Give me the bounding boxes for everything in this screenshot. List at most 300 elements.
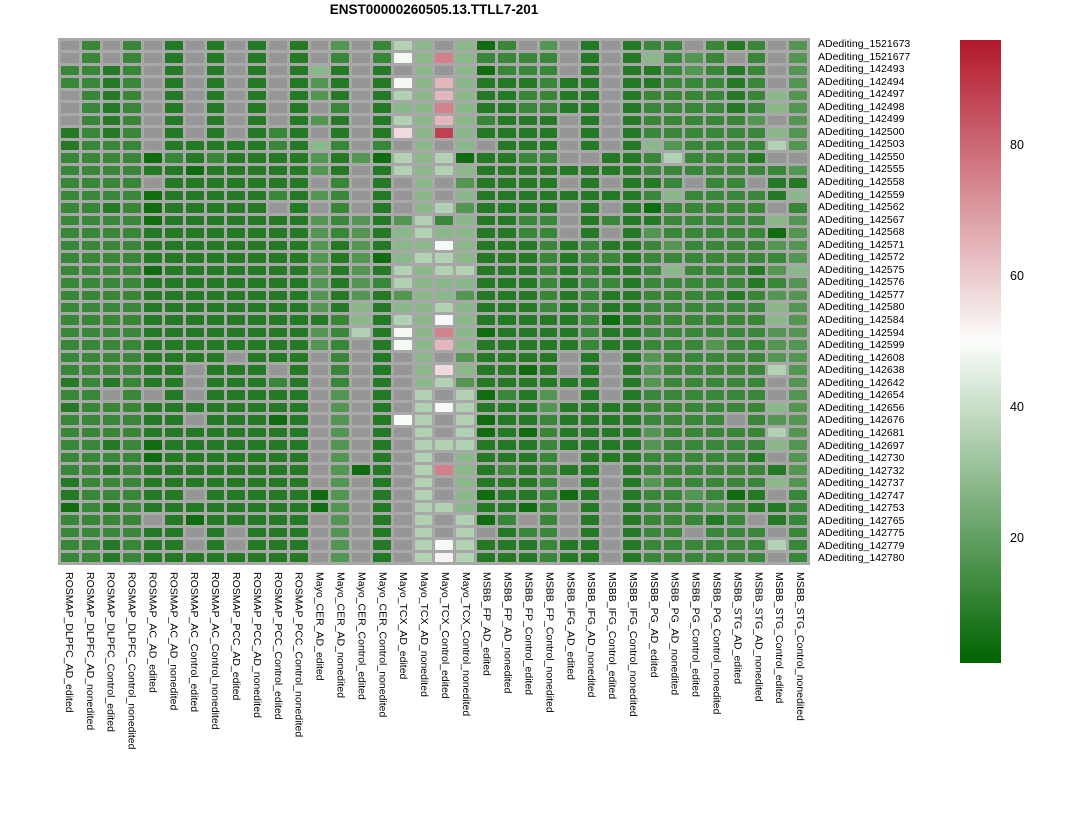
heatmap-cell [435,253,453,262]
heatmap-cell [227,203,245,212]
heatmap-cell [103,315,121,324]
heatmap-cell [685,253,703,262]
heatmap-cell [352,303,370,312]
heatmap-cell [61,266,79,275]
row-label: ADediting_142571 [818,238,905,251]
heatmap-cell [623,66,641,75]
heatmap-cell [103,266,121,275]
heatmap-cell [290,328,308,337]
heatmap-cell [519,440,537,449]
heatmap-cell [207,490,225,499]
heatmap-cell [311,465,329,474]
heatmap-cell [789,503,807,512]
heatmap-cell [123,103,141,112]
heatmap-cell [748,378,766,387]
heatmap-cell [61,116,79,125]
row-label: ADediting_142558 [818,176,905,189]
heatmap-cell [602,178,620,187]
heatmap-cell [165,528,183,537]
heatmap-cell [789,440,807,449]
heatmap-cell [311,540,329,549]
heatmap-cell [602,315,620,324]
heatmap-cell [207,428,225,437]
heatmap-cell [602,278,620,287]
heatmap-cell [623,553,641,562]
heatmap-cell [435,428,453,437]
heatmap-cell [706,428,724,437]
heatmap-cell [144,515,162,524]
heatmap-cell [144,153,162,162]
heatmap-cell [144,91,162,100]
heatmap-cell [394,241,412,250]
heatmap-cell [581,141,599,150]
heatmap-cell [415,178,433,187]
heatmap-cell [123,53,141,62]
heatmap-cell [331,303,349,312]
heatmap-cell [727,478,745,487]
heatmap-cell [789,178,807,187]
heatmap-cell [768,403,786,412]
heatmap-cell [435,78,453,87]
heatmap-cell [685,303,703,312]
heatmap-cell [477,253,495,262]
heatmap-cell [394,178,412,187]
heatmap-cell [269,78,287,87]
heatmap-cell [519,66,537,75]
heatmap-cell [664,553,682,562]
heatmap-cell [456,66,474,75]
heatmap-cell [540,278,558,287]
heatmap-cell [331,553,349,562]
heatmap-cell [227,228,245,237]
heatmap-cell [456,553,474,562]
heatmap-cell [498,428,516,437]
heatmap-cell [477,166,495,175]
heatmap-cell [227,403,245,412]
heatmap-cell [456,328,474,337]
heatmap-cell [664,540,682,549]
heatmap-cell [186,315,204,324]
heatmap-cell [706,178,724,187]
heatmap-cell [248,553,266,562]
heatmap-cell [331,365,349,374]
heatmap-cell [685,78,703,87]
heatmap-cell [623,515,641,524]
heatmap-cell [331,390,349,399]
heatmap-cell [644,78,662,87]
heatmap-cell [123,291,141,300]
heatmap-cell [498,365,516,374]
heatmap-cell [123,278,141,287]
heatmap-cell [207,528,225,537]
heatmap-cell [727,178,745,187]
heatmap-cell [269,278,287,287]
heatmap-cell [727,266,745,275]
heatmap-cell [394,490,412,499]
heatmap-cell [290,53,308,62]
heatmap-cell [664,303,682,312]
heatmap-cell [248,178,266,187]
heatmap-cell [61,478,79,487]
heatmap-cell [373,266,391,275]
heatmap-cell [123,390,141,399]
heatmap-cell [352,453,370,462]
heatmap-cell [727,78,745,87]
heatmap-cell [768,328,786,337]
heatmap-cell [207,390,225,399]
heatmap-cell [186,528,204,537]
heatmap-cell [290,78,308,87]
heatmap-cell [581,365,599,374]
heatmap-cell [581,390,599,399]
heatmap-cell [748,266,766,275]
heatmap-cell [581,490,599,499]
heatmap-cell [352,128,370,137]
heatmap-cell [789,303,807,312]
heatmap-cell [644,153,662,162]
heatmap-cell [331,540,349,549]
heatmap-cell [61,453,79,462]
heatmap-cell [581,403,599,412]
heatmap-cell [768,241,786,250]
heatmap-cell [664,141,682,150]
heatmap-cell [311,66,329,75]
heatmap-cell [768,41,786,50]
heatmap-cell [789,340,807,349]
heatmap-cell [623,440,641,449]
heatmap-cell [207,303,225,312]
heatmap-cell [581,53,599,62]
row-label: ADediting_142638 [818,364,905,377]
heatmap-cell [644,540,662,549]
heatmap-cell [727,503,745,512]
heatmap-cell [311,390,329,399]
heatmap-cell [498,315,516,324]
heatmap-cell [456,91,474,100]
heatmap-cell [644,378,662,387]
heatmap-cell [186,116,204,125]
heatmap-cell [456,315,474,324]
heatmap-cell [248,515,266,524]
heatmap-cell [123,503,141,512]
heatmap-cell [706,465,724,474]
heatmap-cell [394,415,412,424]
heatmap-cell [290,241,308,250]
heatmap-cell [560,128,578,137]
heatmap-cell [706,503,724,512]
heatmap-cell [331,328,349,337]
heatmap-cell [352,116,370,125]
heatmap-cell [207,540,225,549]
row-label: ADediting_142559 [818,188,905,201]
heatmap-cell [269,41,287,50]
heatmap-cell [435,153,453,162]
heatmap-cell [248,266,266,275]
heatmap-cell [394,53,412,62]
heatmap-cell [748,128,766,137]
heatmap-cell [727,91,745,100]
heatmap-cell [498,403,516,412]
heatmap-cell [623,291,641,300]
heatmap-cell [123,203,141,212]
heatmap-cell [269,153,287,162]
heatmap-cell [685,203,703,212]
heatmap-cell [394,515,412,524]
heatmap-cell [519,116,537,125]
heatmap-cell [477,66,495,75]
heatmap-cell [311,253,329,262]
heatmap-cell [519,553,537,562]
heatmap-cell [664,128,682,137]
heatmap-cell [227,440,245,449]
heatmap-cell [768,66,786,75]
row-label: ADediting_142779 [818,539,905,552]
heatmap-cell [82,253,100,262]
heatmap-cell [581,78,599,87]
heatmap-cell [227,278,245,287]
heatmap-cell [103,303,121,312]
heatmap-cell [331,378,349,387]
heatmap-cell [331,228,349,237]
heatmap-cell [227,540,245,549]
heatmap-cell [103,53,121,62]
heatmap-cell [727,278,745,287]
heatmap-cell [789,353,807,362]
heatmap-cell [352,91,370,100]
heatmap-cell [560,253,578,262]
heatmap-cell [498,490,516,499]
heatmap-cell [664,328,682,337]
heatmap-cell [498,203,516,212]
heatmap-cell [727,353,745,362]
heatmap-cell [103,340,121,349]
heatmap-cell [644,478,662,487]
heatmap-cell [331,465,349,474]
heatmap-cell [456,191,474,200]
heatmap-cell [248,528,266,537]
heatmap-cell [727,340,745,349]
heatmap-cell [435,440,453,449]
column-label: ROSMAP_DLPFC_Control_edited [104,572,117,732]
heatmap-cell [560,141,578,150]
heatmap-cell [373,515,391,524]
heatmap-cell [207,216,225,225]
heatmap-cell [540,216,558,225]
heatmap-cell [623,490,641,499]
heatmap-cell [227,465,245,474]
heatmap-cell [789,328,807,337]
heatmap-cell [186,340,204,349]
heatmap-cell [581,216,599,225]
heatmap-cell [352,378,370,387]
heatmap-cell [498,66,516,75]
heatmap-cell [456,253,474,262]
heatmap-cell [82,278,100,287]
heatmap-cell [227,141,245,150]
row-label: ADediting_1521677 [818,50,911,63]
heatmap-cell [664,503,682,512]
heatmap-cell [768,390,786,399]
heatmap-cell [540,440,558,449]
heatmap-cell [186,515,204,524]
heatmap-cell [103,78,121,87]
heatmap-cell [227,166,245,175]
heatmap-cell [727,515,745,524]
heatmap-cell [644,315,662,324]
heatmap-cell [207,365,225,374]
heatmap-cell [227,453,245,462]
heatmap-cell [227,490,245,499]
heatmap-cell [602,353,620,362]
column-label: Mayo_CER_AD_edited [313,572,326,681]
heatmap-cell [560,453,578,462]
heatmap-cell [165,315,183,324]
heatmap-cell [644,191,662,200]
heatmap-cell [290,390,308,399]
heatmap-cell [477,291,495,300]
heatmap-cell [435,453,453,462]
heatmap-cell [290,415,308,424]
heatmap-cell [165,203,183,212]
heatmap-cell [540,116,558,125]
heatmap-cell [456,291,474,300]
heatmap-cell [706,103,724,112]
heatmap-cell [394,166,412,175]
heatmap-cell [477,553,495,562]
heatmap-cell [727,103,745,112]
heatmap-cell [519,53,537,62]
heatmap-cell [477,315,495,324]
heatmap-cell [103,278,121,287]
heatmap-cell [415,241,433,250]
heatmap-cell [623,503,641,512]
heatmap-cell [581,116,599,125]
heatmap-cell [290,128,308,137]
heatmap-cell [602,328,620,337]
heatmap-cell [602,291,620,300]
heatmap-cell [352,403,370,412]
heatmap-cell [352,353,370,362]
heatmap-cell [269,166,287,175]
heatmap-cell [144,178,162,187]
heatmap-cell [498,166,516,175]
heatmap-cell [768,141,786,150]
heatmap-cell [477,141,495,150]
heatmap-cell [290,315,308,324]
heatmap-cell [373,390,391,399]
row-label: ADediting_142654 [818,389,905,402]
heatmap-cell [540,41,558,50]
heatmap-cell [331,403,349,412]
heatmap-cell [269,490,287,499]
heatmap-cell [144,278,162,287]
heatmap-cell [186,91,204,100]
heatmap-cell [165,78,183,87]
heatmap-cell [331,241,349,250]
heatmap-cell [123,141,141,150]
heatmap-cell [144,540,162,549]
heatmap-cell [207,515,225,524]
heatmap-cell [290,291,308,300]
heatmap-cell [269,66,287,75]
heatmap-cell [144,291,162,300]
heatmap-cell [352,266,370,275]
heatmap-cell [540,428,558,437]
column-label: Mayo_TCX_Control_nonedited [459,572,472,717]
heatmap-cell [706,415,724,424]
heatmap-cell [519,315,537,324]
heatmap-cell [581,315,599,324]
heatmap-cell [186,241,204,250]
heatmap-cell [789,528,807,537]
heatmap-cell [581,515,599,524]
heatmap-cell [165,403,183,412]
heatmap-cell [311,128,329,137]
heatmap-cell [477,515,495,524]
heatmap-cell [456,540,474,549]
heatmap-cell [415,203,433,212]
heatmap-cell [456,141,474,150]
heatmap-cell [123,515,141,524]
heatmap-cell [644,166,662,175]
heatmap-cell [248,540,266,549]
heatmap-cell [581,103,599,112]
heatmap-cell [623,378,641,387]
heatmap-cell [540,166,558,175]
heatmap-cell [706,353,724,362]
heatmap-cell [748,540,766,549]
heatmap-cell [602,228,620,237]
heatmap-cell [165,128,183,137]
heatmap-cell [352,465,370,474]
heatmap-cell [581,203,599,212]
heatmap-cell [602,303,620,312]
heatmap-cell [269,528,287,537]
heatmap-cell [352,278,370,287]
heatmap-cell [602,428,620,437]
heatmap-cell [352,203,370,212]
heatmap-cell [331,453,349,462]
heatmap-cell [207,465,225,474]
row-label: ADediting_142676 [818,414,905,427]
heatmap-cell [186,178,204,187]
heatmap-cell [103,453,121,462]
heatmap-cell [227,178,245,187]
heatmap-cell [82,365,100,374]
heatmap-cell [290,478,308,487]
heatmap-cell [456,303,474,312]
heatmap-cell [290,228,308,237]
heatmap-cell [581,41,599,50]
row-label: ADediting_142562 [818,201,905,214]
heatmap-cell [373,53,391,62]
heatmap-cell [519,228,537,237]
heatmap-cell [727,203,745,212]
heatmap-cell [768,291,786,300]
heatmap-cell [727,241,745,250]
heatmap-cell [519,141,537,150]
heatmap-cell [435,166,453,175]
heatmap-cell [602,365,620,374]
heatmap-cell [269,291,287,300]
column-label: ROSMAP_AC_Control_edited [188,572,201,713]
heatmap-cell [61,153,79,162]
row-label: ADediting_142753 [818,502,905,515]
heatmap-cell [144,116,162,125]
heatmap-cell [352,53,370,62]
heatmap-cell [748,353,766,362]
heatmap-cell [768,365,786,374]
